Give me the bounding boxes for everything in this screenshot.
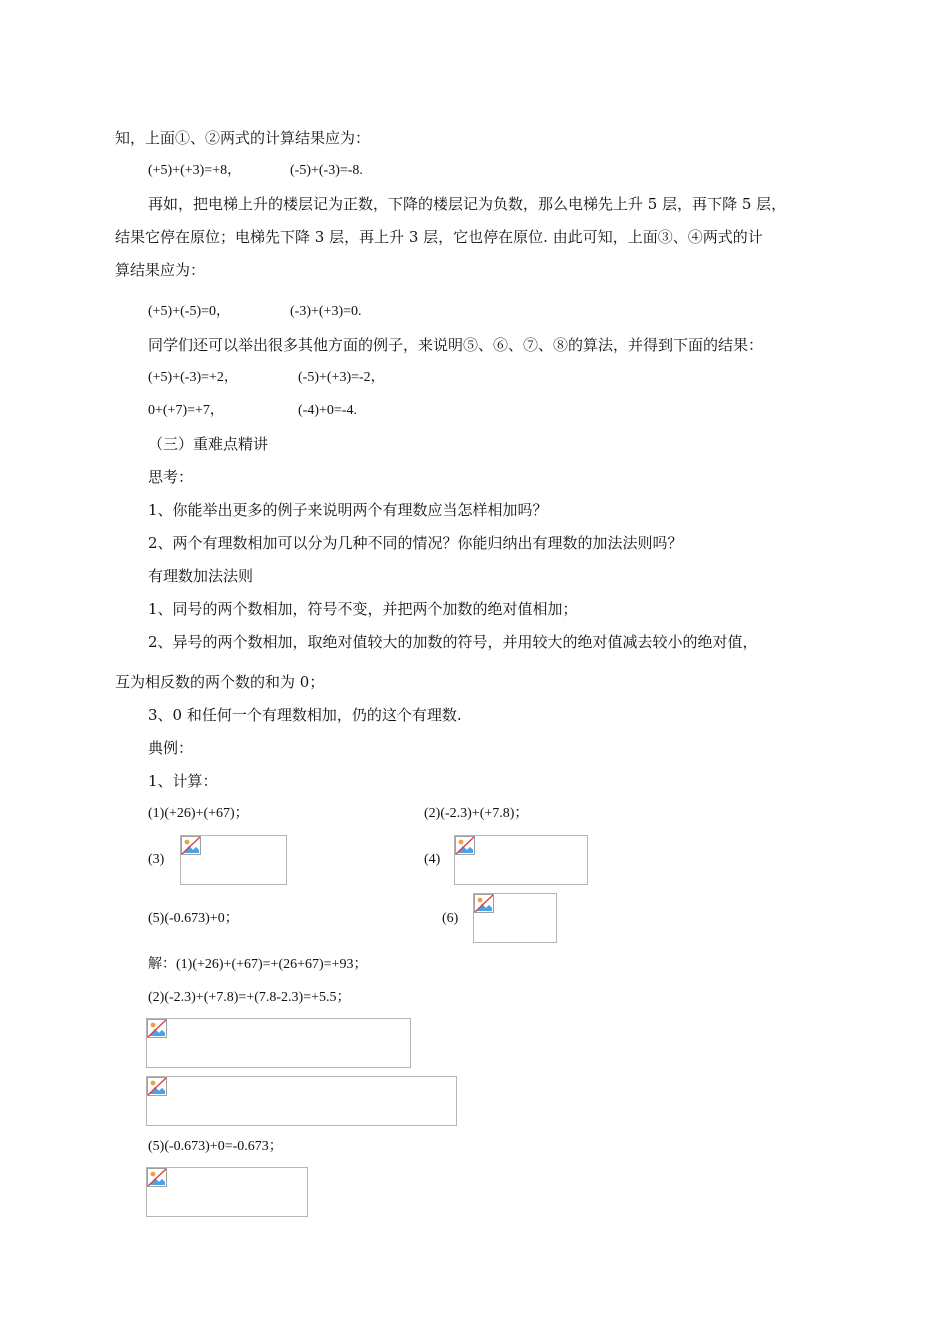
solution-5: (5)(-0.673)+0=-0.673；: [148, 1139, 283, 1154]
problem-2: (2)(-2.3)+(+7.8)；: [424, 806, 529, 821]
equation: (-5)+(-3)=-8.: [290, 163, 363, 178]
broken-image-icon: [147, 1168, 167, 1187]
text-line: 互为相反数的两个数的和为 0；: [115, 673, 325, 691]
image-placeholder: [146, 1167, 308, 1217]
text-line: 2、异号的两个数相加，取绝对值较大的加数的符号，并用较大的绝对值减去较小的绝对值，: [148, 633, 758, 651]
problem-1: (1)(+26)+(+67)；: [148, 806, 249, 821]
problem-5: (5)(-0.673)+0；: [148, 911, 239, 926]
solution-2: (2)(-2.3)+(+7.8)=+(7.8-2.3)=+5.5；: [148, 990, 351, 1005]
image-placeholder: [473, 893, 557, 943]
text-line: 1、同号的两个数相加，符号不变，并把两个加数的绝对值相加；: [148, 600, 578, 618]
text-line: 1、计算：: [148, 772, 218, 790]
text-line: 典例：: [148, 739, 194, 757]
image-placeholder: [180, 835, 287, 885]
problem-4-label: (4): [424, 852, 441, 867]
text-line: 有理数加法法则: [148, 567, 254, 585]
equation: (+5)+(-3)=+2，: [148, 370, 238, 385]
equation: 0+(+7)=+7，: [148, 403, 224, 418]
text-line: 同学们还可以举出很多其他方面的例子，来说明⑤、⑥、⑦、⑧的算法，并得到下面的结果：: [148, 336, 764, 354]
solution-1: 解：(1)(+26)+(+67)=+(26+67)=+93；: [148, 957, 368, 972]
equation: (-4)+0=-4.: [298, 403, 357, 418]
text-line: 2、两个有理数相加可以分为几种不同的情况？你能归纳出有理数的加法法则吗？: [148, 534, 683, 552]
problem-6-label: (6): [442, 911, 459, 926]
broken-image-icon: [181, 836, 201, 855]
text-line: 知，上面①、②两式的计算结果应为：: [115, 129, 371, 147]
text-line: 1、你能举出更多的例子来说明两个有理数应当怎样相加吗？: [148, 501, 548, 519]
equation: (-5)+(+3)=-2，: [298, 370, 385, 385]
equation: (+5)+(-5)=0，: [148, 304, 230, 319]
broken-image-icon: [474, 894, 494, 913]
image-placeholder: [454, 835, 588, 885]
text-line: 算结果应为：: [115, 261, 206, 279]
text-line: 再如，把电梯上升的楼层记为正数，下降的楼层记为负数，那么电梯先上升 5 层，再下降 5 层，: [148, 195, 787, 213]
image-placeholder: [146, 1076, 457, 1126]
text-line: 结果它停在原位；电梯先下降 3 层，再上升 3 层，它也停在原位. 由此可知，上面③、④两式的计: [115, 228, 763, 246]
text-line: 思考：: [148, 468, 194, 486]
text-line: 3、0 和任何一个有理数相加，仍的这个有理数.: [148, 706, 462, 724]
broken-image-icon: [147, 1077, 167, 1096]
equation: (+5)+(+3)=+8，: [148, 163, 242, 178]
problem-3-label: (3): [148, 852, 165, 867]
broken-image-icon: [147, 1019, 167, 1038]
broken-image-icon: [455, 836, 475, 855]
image-placeholder: [146, 1018, 411, 1068]
equation: (-3)+(+3)=0.: [290, 304, 362, 319]
section-heading: （三）重难点精讲: [148, 435, 269, 453]
